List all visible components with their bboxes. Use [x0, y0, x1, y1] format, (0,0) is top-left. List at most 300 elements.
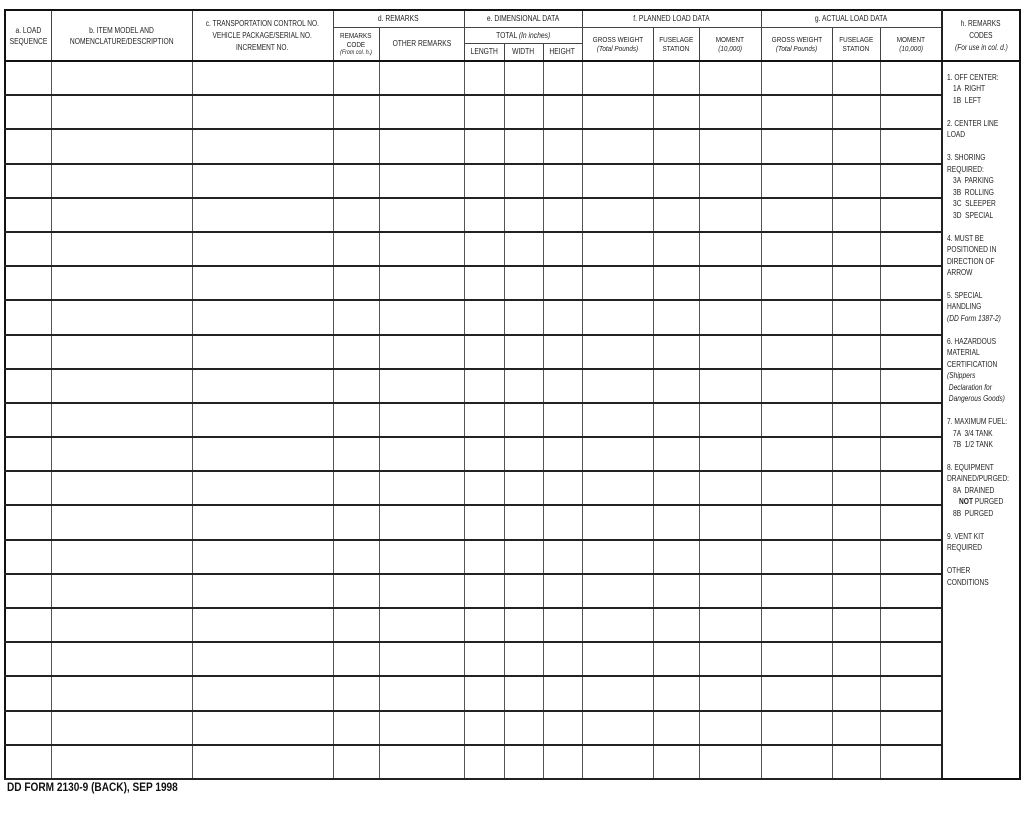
cell-actual-gross-weight[interactable]: [761, 505, 832, 539]
cell-length[interactable]: [464, 608, 504, 642]
cell-planned-fuselage-station[interactable]: [653, 61, 699, 95]
cell-length[interactable]: [464, 574, 504, 608]
cell-length[interactable]: [464, 540, 504, 574]
cell-actual-fuselage-station[interactable]: [832, 608, 880, 642]
cell-actual-fuselage-station[interactable]: [832, 232, 880, 266]
cell-actual-moment[interactable]: [880, 574, 942, 608]
cell-item-model-description[interactable]: [51, 232, 192, 266]
cell-item-model-description[interactable]: [51, 471, 192, 505]
cell-actual-moment[interactable]: [880, 369, 942, 403]
cell-load-sequence[interactable]: [5, 608, 51, 642]
cell-width[interactable]: [504, 232, 543, 266]
cell-item-model-description[interactable]: [51, 403, 192, 437]
cell-remarks-code[interactable]: [333, 95, 379, 129]
cell-remarks-code[interactable]: [333, 540, 379, 574]
cell-planned-moment[interactable]: [699, 95, 761, 129]
cell-width[interactable]: [504, 574, 543, 608]
cell-load-sequence[interactable]: [5, 437, 51, 471]
cell-planned-fuselage-station[interactable]: [653, 505, 699, 539]
cell-actual-fuselage-station[interactable]: [832, 711, 880, 745]
cell-actual-moment[interactable]: [880, 335, 942, 369]
cell-planned-fuselage-station[interactable]: [653, 266, 699, 300]
cell-actual-moment[interactable]: [880, 164, 942, 198]
cell-other-remarks[interactable]: [379, 198, 464, 232]
cell-other-remarks[interactable]: [379, 676, 464, 710]
cell-transportation-control-no[interactable]: [192, 369, 333, 403]
cell-height[interactable]: [543, 642, 582, 676]
cell-planned-gross-weight[interactable]: [582, 232, 653, 266]
cell-actual-gross-weight[interactable]: [761, 403, 832, 437]
cell-other-remarks[interactable]: [379, 266, 464, 300]
cell-other-remarks[interactable]: [379, 540, 464, 574]
cell-width[interactable]: [504, 642, 543, 676]
cell-actual-gross-weight[interactable]: [761, 300, 832, 334]
cell-actual-gross-weight[interactable]: [761, 95, 832, 129]
cell-width[interactable]: [504, 437, 543, 471]
cell-load-sequence[interactable]: [5, 198, 51, 232]
cell-planned-fuselage-station[interactable]: [653, 642, 699, 676]
cell-actual-gross-weight[interactable]: [761, 608, 832, 642]
cell-transportation-control-no[interactable]: [192, 711, 333, 745]
cell-planned-fuselage-station[interactable]: [653, 608, 699, 642]
cell-actual-fuselage-station[interactable]: [832, 198, 880, 232]
cell-length[interactable]: [464, 335, 504, 369]
cell-height[interactable]: [543, 745, 582, 779]
cell-planned-fuselage-station[interactable]: [653, 232, 699, 266]
cell-remarks-code[interactable]: [333, 129, 379, 163]
cell-length[interactable]: [464, 300, 504, 334]
cell-length[interactable]: [464, 369, 504, 403]
cell-item-model-description[interactable]: [51, 369, 192, 403]
cell-remarks-code[interactable]: [333, 745, 379, 779]
cell-actual-moment[interactable]: [880, 471, 942, 505]
cell-planned-moment[interactable]: [699, 335, 761, 369]
cell-transportation-control-no[interactable]: [192, 505, 333, 539]
cell-actual-moment[interactable]: [880, 608, 942, 642]
cell-other-remarks[interactable]: [379, 335, 464, 369]
cell-actual-moment[interactable]: [880, 403, 942, 437]
cell-actual-moment[interactable]: [880, 61, 942, 95]
cell-width[interactable]: [504, 198, 543, 232]
cell-actual-gross-weight[interactable]: [761, 129, 832, 163]
cell-width[interactable]: [504, 540, 543, 574]
cell-planned-fuselage-station[interactable]: [653, 164, 699, 198]
cell-actual-gross-weight[interactable]: [761, 711, 832, 745]
cell-actual-fuselage-station[interactable]: [832, 266, 880, 300]
cell-height[interactable]: [543, 505, 582, 539]
cell-height[interactable]: [543, 403, 582, 437]
cell-remarks-code[interactable]: [333, 335, 379, 369]
cell-other-remarks[interactable]: [379, 471, 464, 505]
cell-width[interactable]: [504, 300, 543, 334]
cell-transportation-control-no[interactable]: [192, 540, 333, 574]
cell-load-sequence[interactable]: [5, 61, 51, 95]
cell-planned-gross-weight[interactable]: [582, 129, 653, 163]
cell-other-remarks[interactable]: [379, 403, 464, 437]
cell-actual-fuselage-station[interactable]: [832, 403, 880, 437]
cell-planned-gross-weight[interactable]: [582, 608, 653, 642]
cell-actual-gross-weight[interactable]: [761, 266, 832, 300]
cell-planned-gross-weight[interactable]: [582, 540, 653, 574]
cell-planned-moment[interactable]: [699, 61, 761, 95]
remarks-code-line: [947, 542, 1024, 553]
cell-width[interactable]: [504, 164, 543, 198]
cell-height[interactable]: [543, 676, 582, 710]
cell-load-sequence[interactable]: [5, 369, 51, 403]
cell-planned-moment[interactable]: [699, 232, 761, 266]
cell-planned-moment[interactable]: [699, 608, 761, 642]
cell-item-model-description[interactable]: [51, 129, 192, 163]
cell-planned-fuselage-station[interactable]: [653, 95, 699, 129]
cell-actual-gross-weight[interactable]: [761, 745, 832, 779]
cell-planned-moment[interactable]: [699, 574, 761, 608]
cell-transportation-control-no[interactable]: [192, 198, 333, 232]
cell-planned-fuselage-station[interactable]: [653, 711, 699, 745]
cell-length[interactable]: [464, 711, 504, 745]
cell-remarks-code[interactable]: [333, 369, 379, 403]
cell-width[interactable]: [504, 266, 543, 300]
cell-load-sequence[interactable]: [5, 95, 51, 129]
cell-length[interactable]: [464, 266, 504, 300]
cell-item-model-description[interactable]: [51, 505, 192, 539]
cell-transportation-control-no[interactable]: [192, 608, 333, 642]
cell-remarks-code[interactable]: [333, 642, 379, 676]
cell-remarks-code[interactable]: [333, 300, 379, 334]
cell-planned-fuselage-station[interactable]: [653, 540, 699, 574]
cell-actual-moment[interactable]: [880, 232, 942, 266]
cell-planned-moment[interactable]: [699, 676, 761, 710]
cell-actual-gross-weight[interactable]: [761, 540, 832, 574]
cell-other-remarks[interactable]: [379, 129, 464, 163]
cell-height[interactable]: [543, 335, 582, 369]
cell-planned-fuselage-station[interactable]: [653, 300, 699, 334]
cell-item-model-description[interactable]: [51, 198, 192, 232]
cell-load-sequence[interactable]: [5, 505, 51, 539]
cell-transportation-control-no[interactable]: [192, 574, 333, 608]
cell-planned-gross-weight[interactable]: [582, 505, 653, 539]
cell-actual-fuselage-station[interactable]: [832, 369, 880, 403]
cell-actual-gross-weight[interactable]: [761, 232, 832, 266]
cell-remarks-code[interactable]: [333, 403, 379, 437]
cell-height[interactable]: [543, 574, 582, 608]
cell-transportation-control-no[interactable]: [192, 300, 333, 334]
cell-load-sequence[interactable]: [5, 232, 51, 266]
cell-transportation-control-no[interactable]: [192, 642, 333, 676]
cell-planned-gross-weight[interactable]: [582, 642, 653, 676]
cell-other-remarks[interactable]: [379, 574, 464, 608]
cell-length[interactable]: [464, 471, 504, 505]
cell-length[interactable]: [464, 437, 504, 471]
cell-height[interactable]: [543, 232, 582, 266]
cell-actual-moment[interactable]: [880, 300, 942, 334]
cell-width[interactable]: [504, 745, 543, 779]
cell-actual-fuselage-station[interactable]: [832, 540, 880, 574]
cell-planned-gross-weight[interactable]: [582, 676, 653, 710]
cell-actual-moment[interactable]: [880, 642, 942, 676]
cell-actual-gross-weight[interactable]: [761, 676, 832, 710]
cell-height[interactable]: [543, 300, 582, 334]
cell-height[interactable]: [543, 369, 582, 403]
cell-planned-moment[interactable]: [699, 300, 761, 334]
cell-width[interactable]: [504, 95, 543, 129]
cell-height[interactable]: [543, 471, 582, 505]
cell-planned-fuselage-station[interactable]: [653, 574, 699, 608]
cell-load-sequence[interactable]: [5, 403, 51, 437]
cell-planned-gross-weight[interactable]: [582, 335, 653, 369]
cell-height[interactable]: [543, 61, 582, 95]
cell-actual-gross-weight[interactable]: [761, 61, 832, 95]
cell-other-remarks[interactable]: [379, 505, 464, 539]
cell-length[interactable]: [464, 95, 504, 129]
cell-actual-gross-weight[interactable]: [761, 198, 832, 232]
cell-actual-gross-weight[interactable]: [761, 574, 832, 608]
cell-load-sequence[interactable]: [5, 300, 51, 334]
cell-other-remarks[interactable]: [379, 745, 464, 779]
cell-planned-fuselage-station[interactable]: [653, 471, 699, 505]
table-row: [5, 574, 1020, 608]
cell-actual-moment[interactable]: [880, 129, 942, 163]
cell-other-remarks[interactable]: [379, 711, 464, 745]
cell-height[interactable]: [543, 608, 582, 642]
cell-actual-moment[interactable]: [880, 676, 942, 710]
cell-planned-fuselage-station[interactable]: [653, 369, 699, 403]
cell-remarks-code[interactable]: [333, 505, 379, 539]
cell-actual-gross-weight[interactable]: [761, 335, 832, 369]
cell-planned-fuselage-station[interactable]: [653, 437, 699, 471]
cell-load-sequence[interactable]: [5, 711, 51, 745]
cell-actual-moment[interactable]: [880, 437, 942, 471]
cell-transportation-control-no[interactable]: [192, 745, 333, 779]
cell-width[interactable]: [504, 608, 543, 642]
cell-actual-fuselage-station[interactable]: [832, 642, 880, 676]
cell-actual-moment[interactable]: [880, 540, 942, 574]
cell-planned-moment[interactable]: [699, 745, 761, 779]
cell-other-remarks[interactable]: [379, 608, 464, 642]
cell-other-remarks[interactable]: [379, 437, 464, 471]
cell-item-model-description[interactable]: [51, 437, 192, 471]
cell-planned-gross-weight[interactable]: [582, 369, 653, 403]
cell-planned-gross-weight[interactable]: [582, 711, 653, 745]
cell-length[interactable]: [464, 61, 504, 95]
cell-item-model-description[interactable]: [51, 745, 192, 779]
cell-width[interactable]: [504, 61, 543, 95]
table-row: [5, 164, 1020, 198]
cell-other-remarks[interactable]: [379, 232, 464, 266]
cell-actual-gross-weight[interactable]: [761, 164, 832, 198]
cell-item-model-description[interactable]: [51, 608, 192, 642]
cell-remarks-code[interactable]: [333, 437, 379, 471]
cell-width[interactable]: [504, 676, 543, 710]
cell-height[interactable]: [543, 129, 582, 163]
cell-planned-gross-weight[interactable]: [582, 403, 653, 437]
cell-planned-gross-weight[interactable]: [582, 574, 653, 608]
cell-remarks-code[interactable]: [333, 164, 379, 198]
cell-actual-gross-weight[interactable]: [761, 642, 832, 676]
cell-load-sequence[interactable]: [5, 266, 51, 300]
cell-actual-fuselage-station[interactable]: [832, 129, 880, 163]
cell-load-sequence[interactable]: [5, 164, 51, 198]
cell-actual-moment[interactable]: [880, 505, 942, 539]
cell-planned-gross-weight[interactable]: [582, 437, 653, 471]
cell-load-sequence[interactable]: [5, 745, 51, 779]
cell-width[interactable]: [504, 335, 543, 369]
cell-actual-moment[interactable]: [880, 711, 942, 745]
cell-remarks-code[interactable]: [333, 232, 379, 266]
total-label: TOTAL: [495, 30, 517, 40]
cell-width[interactable]: [504, 369, 543, 403]
cell-actual-moment[interactable]: [880, 198, 942, 232]
cell-load-sequence[interactable]: [5, 471, 51, 505]
cell-planned-fuselage-station[interactable]: [653, 403, 699, 437]
cell-length[interactable]: [464, 129, 504, 163]
cell-planned-fuselage-station[interactable]: [653, 676, 699, 710]
cell-actual-fuselage-station[interactable]: [832, 505, 880, 539]
cell-transportation-control-no[interactable]: [192, 232, 333, 266]
cell-load-sequence[interactable]: [5, 676, 51, 710]
cell-length[interactable]: [464, 198, 504, 232]
cell-remarks-code[interactable]: [333, 266, 379, 300]
cell-item-model-description[interactable]: [51, 642, 192, 676]
cell-item-model-description[interactable]: [51, 335, 192, 369]
cell-planned-gross-weight[interactable]: [582, 745, 653, 779]
cell-planned-gross-weight[interactable]: [582, 61, 653, 95]
cell-actual-moment[interactable]: [880, 266, 942, 300]
cell-transportation-control-no[interactable]: [192, 437, 333, 471]
cell-item-model-description[interactable]: [51, 676, 192, 710]
cell-length[interactable]: [464, 403, 504, 437]
cell-actual-moment[interactable]: [880, 95, 942, 129]
cell-remarks-code[interactable]: [333, 711, 379, 745]
cell-transportation-control-no[interactable]: [192, 129, 333, 163]
cell-remarks-code[interactable]: [333, 574, 379, 608]
cell-planned-moment[interactable]: [699, 540, 761, 574]
cell-planned-moment[interactable]: [699, 711, 761, 745]
cell-height[interactable]: [543, 437, 582, 471]
cell-actual-fuselage-station[interactable]: [832, 61, 880, 95]
cell-item-model-description[interactable]: [51, 300, 192, 334]
cell-other-remarks[interactable]: [379, 369, 464, 403]
cell-planned-moment[interactable]: [699, 369, 761, 403]
cell-planned-moment[interactable]: [699, 471, 761, 505]
cell-load-sequence[interactable]: [5, 129, 51, 163]
cell-planned-gross-weight[interactable]: [582, 266, 653, 300]
cell-actual-fuselage-station[interactable]: [832, 437, 880, 471]
cell-height[interactable]: [543, 711, 582, 745]
cell-actual-fuselage-station[interactable]: [832, 95, 880, 129]
cell-planned-moment[interactable]: [699, 164, 761, 198]
cell-height[interactable]: [543, 266, 582, 300]
cell-planned-gross-weight[interactable]: [582, 471, 653, 505]
cell-planned-gross-weight[interactable]: [582, 198, 653, 232]
cell-planned-gross-weight[interactable]: [582, 164, 653, 198]
cell-load-sequence[interactable]: [5, 574, 51, 608]
cell-height[interactable]: [543, 95, 582, 129]
cell-item-model-description[interactable]: [51, 574, 192, 608]
cell-width[interactable]: [504, 403, 543, 437]
cell-height[interactable]: [543, 198, 582, 232]
cell-actual-fuselage-station[interactable]: [832, 676, 880, 710]
cell-actual-fuselage-station[interactable]: [832, 745, 880, 779]
cell-actual-moment[interactable]: [880, 745, 942, 779]
cell-remarks-code[interactable]: [333, 608, 379, 642]
cell-remarks-code[interactable]: [333, 61, 379, 95]
cell-remarks-code[interactable]: [333, 676, 379, 710]
cell-length[interactable]: [464, 642, 504, 676]
cell-transportation-control-no[interactable]: [192, 95, 333, 129]
cell-width[interactable]: [504, 711, 543, 745]
cell-transportation-control-no[interactable]: [192, 403, 333, 437]
cell-remarks-code[interactable]: [333, 198, 379, 232]
cell-transportation-control-no[interactable]: [192, 676, 333, 710]
cell-length[interactable]: [464, 164, 504, 198]
cell-other-remarks[interactable]: [379, 61, 464, 95]
remarks-codes-cell: [942, 61, 1020, 779]
cell-transportation-control-no[interactable]: [192, 266, 333, 300]
cell-actual-gross-weight[interactable]: [761, 437, 832, 471]
remarks-codes-legend: [947, 72, 1024, 588]
cell-planned-moment[interactable]: [699, 198, 761, 232]
cell-actual-fuselage-station[interactable]: [832, 471, 880, 505]
cell-planned-gross-weight[interactable]: [582, 300, 653, 334]
cell-planned-fuselage-station[interactable]: [653, 198, 699, 232]
cell-length[interactable]: [464, 232, 504, 266]
cell-planned-moment[interactable]: [699, 505, 761, 539]
cell-width[interactable]: [504, 129, 543, 163]
cell-transportation-control-no[interactable]: [192, 335, 333, 369]
cell-planned-gross-weight[interactable]: [582, 95, 653, 129]
cell-actual-gross-weight[interactable]: [761, 369, 832, 403]
cell-actual-fuselage-station[interactable]: [832, 300, 880, 334]
cell-planned-fuselage-station[interactable]: [653, 745, 699, 779]
cell-length[interactable]: [464, 676, 504, 710]
cell-actual-gross-weight[interactable]: [761, 471, 832, 505]
cell-transportation-control-no[interactable]: [192, 61, 333, 95]
cell-height[interactable]: [543, 540, 582, 574]
cell-planned-moment[interactable]: [699, 642, 761, 676]
cell-planned-moment[interactable]: [699, 129, 761, 163]
cell-width[interactable]: [504, 471, 543, 505]
cell-item-model-description[interactable]: [51, 266, 192, 300]
cell-item-model-description[interactable]: [51, 61, 192, 95]
cell-actual-fuselage-station[interactable]: [832, 164, 880, 198]
cell-other-remarks[interactable]: [379, 300, 464, 334]
cell-load-sequence[interactable]: [5, 335, 51, 369]
cell-planned-moment[interactable]: [699, 266, 761, 300]
cell-planned-moment[interactable]: [699, 437, 761, 471]
cell-planned-moment[interactable]: [699, 403, 761, 437]
cell-transportation-control-no[interactable]: [192, 471, 333, 505]
cell-load-sequence[interactable]: [5, 642, 51, 676]
cell-transportation-control-no[interactable]: [192, 164, 333, 198]
cell-item-model-description[interactable]: [51, 540, 192, 574]
cell-other-remarks[interactable]: [379, 164, 464, 198]
cell-planned-fuselage-station[interactable]: [653, 129, 699, 163]
cell-actual-fuselage-station[interactable]: [832, 574, 880, 608]
cell-planned-fuselage-station[interactable]: [653, 335, 699, 369]
cell-length[interactable]: [464, 505, 504, 539]
cell-other-remarks[interactable]: [379, 95, 464, 129]
cell-height[interactable]: [543, 164, 582, 198]
cell-width[interactable]: [504, 505, 543, 539]
cell-remarks-code[interactable]: [333, 471, 379, 505]
cell-item-model-description[interactable]: [51, 95, 192, 129]
cell-load-sequence[interactable]: [5, 540, 51, 574]
cell-item-model-description[interactable]: [51, 711, 192, 745]
cell-item-model-description[interactable]: [51, 164, 192, 198]
cell-other-remarks[interactable]: [379, 642, 464, 676]
cell-length[interactable]: [464, 745, 504, 779]
cell-actual-fuselage-station[interactable]: [832, 335, 880, 369]
